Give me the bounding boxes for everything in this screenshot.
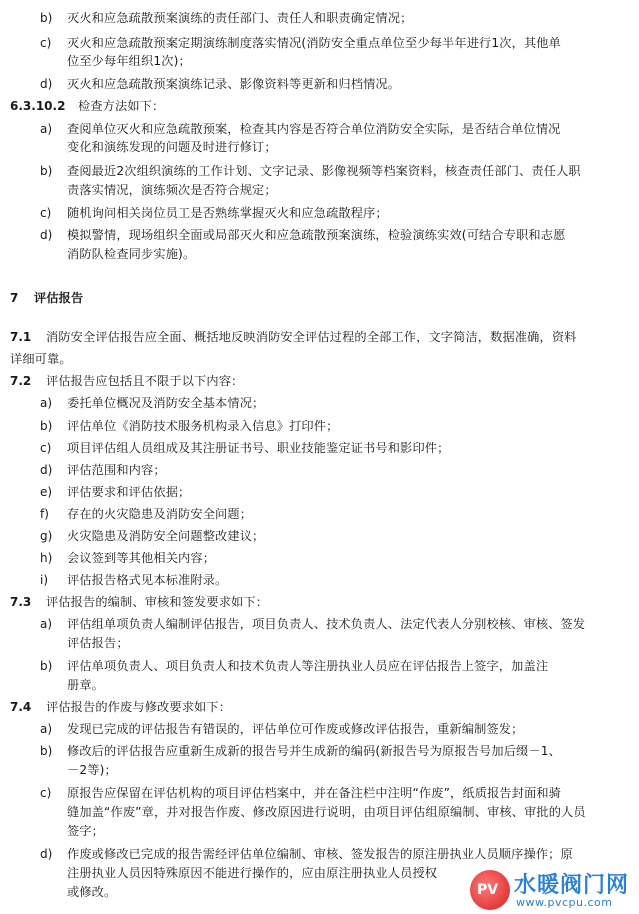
list-marker: d) <box>40 77 53 91</box>
section-title: 评估报告的作废与修改要求如下： <box>46 700 232 714</box>
list-marker: b) <box>40 419 53 433</box>
section-title: 检查方法如下： <box>78 99 165 113</box>
list-marker: a) <box>40 722 53 736</box>
list-marker: b) <box>40 744 53 758</box>
section-number: 7.3 <box>10 595 32 609</box>
list-item-text: 或修改。 <box>67 885 117 899</box>
list-item-text: 评估要求和评估依据； <box>67 485 191 499</box>
list-item-text: 灭火和应急疏散预案定期演练制度落实情况(消防安全重点单位至少每半年进行1次，其他单 <box>67 36 561 50</box>
list-marker: d) <box>40 463 53 477</box>
list-item-text: 位至少每年组织1次)； <box>67 54 191 68</box>
list-item-text: 项目评估组人员组成及其注册证书号、职业技能鉴定证书号和影印件； <box>67 441 450 455</box>
list-marker: d) <box>40 228 53 242</box>
chapter-number: 7 <box>10 291 19 305</box>
section-title: 评估报告的编制、审核和签发要求如下： <box>46 595 269 609</box>
list-marker: c) <box>40 206 52 220</box>
list-item-text: 评估报告； <box>67 636 129 650</box>
watermark-site-url: www.pvcpu.com <box>516 896 613 909</box>
site-watermark <box>470 868 635 914</box>
watermark-logo-icon <box>470 870 510 910</box>
section-number: 7.4 <box>10 700 32 714</box>
list-item-text: 修改后的评估报告应重新生成新的报告号并生成新的编码(新报告号为原报告号加后缀－1、 <box>67 744 561 758</box>
list-item-text: 责落实情况，演练频次是否符合规定； <box>67 183 277 197</box>
list-item-text: 变化和演练发现的问题及时进行修订； <box>67 140 277 154</box>
list-item-text: 作废或修改已完成的报告需经评估单位编制、审核、签发报告的原注册执业人员顺序操作；原 <box>67 847 573 861</box>
list-marker: i) <box>40 573 49 587</box>
list-marker: h) <box>40 551 53 565</box>
paragraph-text: 详细可靠。 <box>10 352 72 366</box>
list-item-text: 册章。 <box>67 678 105 692</box>
list-item-text: 消防队检查同步实施)。 <box>67 247 196 261</box>
list-marker: b) <box>40 659 53 673</box>
list-item-text: 评估单项负责人、项目负责人和技术负责人等注册执业人员应在评估报告上签字，加盖注 <box>67 659 549 673</box>
list-marker: f) <box>40 507 49 521</box>
list-item-text: 评估单位《消防技术服务机构录入信息》打印件； <box>67 419 339 433</box>
list-item-text: 缝加盖“作废”章，并对报告作废、修改原因进行说明，由项目评估组原编制、审核、审批的人员 <box>67 805 586 819</box>
list-item-text: 签字； <box>67 824 105 838</box>
list-marker: a) <box>40 396 53 410</box>
list-item-text: 查阅最近2次组织演练的工作计划、文字记录、影像视频等档案资料，核查责任部门、责任人职 <box>67 164 581 178</box>
section-number: 6.3.10.2 <box>10 99 66 113</box>
list-marker: d) <box>40 847 53 861</box>
watermark-site-name: 水暖阀门网 <box>514 873 630 898</box>
paragraph-text: 消防安全评估报告应全面、概括地反映消防安全评估过程的全部工作，文字简洁，数据准确，资料 <box>46 330 577 344</box>
list-item-text: 会议签到等其他相关内容； <box>67 551 216 565</box>
watermark-logo-text: PV <box>477 882 499 898</box>
list-marker: c) <box>40 786 52 800</box>
list-item-text: 注册执业人员因特殊原因不能进行操作的，应由原注册执业人员授权 <box>67 866 438 880</box>
list-marker: b) <box>40 11 53 25</box>
list-item-text: 评估组单项负责人编制评估报告，项目负责人、技术负责人、法定代表人分别校核、审核、签发 <box>67 617 586 631</box>
list-item-text: 委托单位概况及消防安全基本情况； <box>67 396 265 410</box>
list-item-text: 灭火和应急疏散预案演练的责任部门、责任人和职责确定情况； <box>67 11 413 25</box>
chapter-title: 评估报告 <box>34 291 84 305</box>
list-item-text: －2等)； <box>67 763 117 777</box>
list-item-text: 模拟警情，现场组织全面或局部灭火和应急疏散预案演练，检验演练实效(可结合专职和志愿 <box>67 228 566 242</box>
list-item-text: 原报告应保留在评估机构的项目评估档案中，并在备注栏中注明“作废”，纸质报告封面和骑 <box>67 786 562 800</box>
list-item-text: 灭火和应急疏散预案演练记录、影像资料等更新和归档情况。 <box>67 77 401 91</box>
list-item-text: 存在的火灾隐患及消防安全问题； <box>67 507 253 521</box>
list-marker: b) <box>40 164 53 178</box>
section-title: 评估报告应包括且不限于以下内容： <box>46 374 244 388</box>
list-item-text: 评估报告格式见本标准附录。 <box>67 573 228 587</box>
list-marker: a) <box>40 122 53 136</box>
list-item-text: 评估范围和内容； <box>67 463 166 477</box>
list-marker: c) <box>40 36 52 50</box>
list-item-text: 火灾隐患及消防安全问题整改建议； <box>67 529 265 543</box>
list-marker: a) <box>40 617 53 631</box>
list-item-text: 发现已完成的评估报告有错误的，评估单位可作废或修改评估报告，重新编制签发； <box>67 722 524 736</box>
list-marker: g) <box>40 529 53 543</box>
section-number: 7.1 <box>10 330 32 344</box>
list-item-text: 查阅单位灭火和应急疏散预案，检查其内容是否符合单位消防安全实际，是否结合单位情况 <box>67 122 561 136</box>
list-item-text: 随机询问相关岗位员工是否熟练掌握灭火和应急疏散程序； <box>67 206 388 220</box>
list-marker: c) <box>40 441 52 455</box>
section-number: 7.2 <box>10 374 32 388</box>
list-marker: e) <box>40 485 53 499</box>
